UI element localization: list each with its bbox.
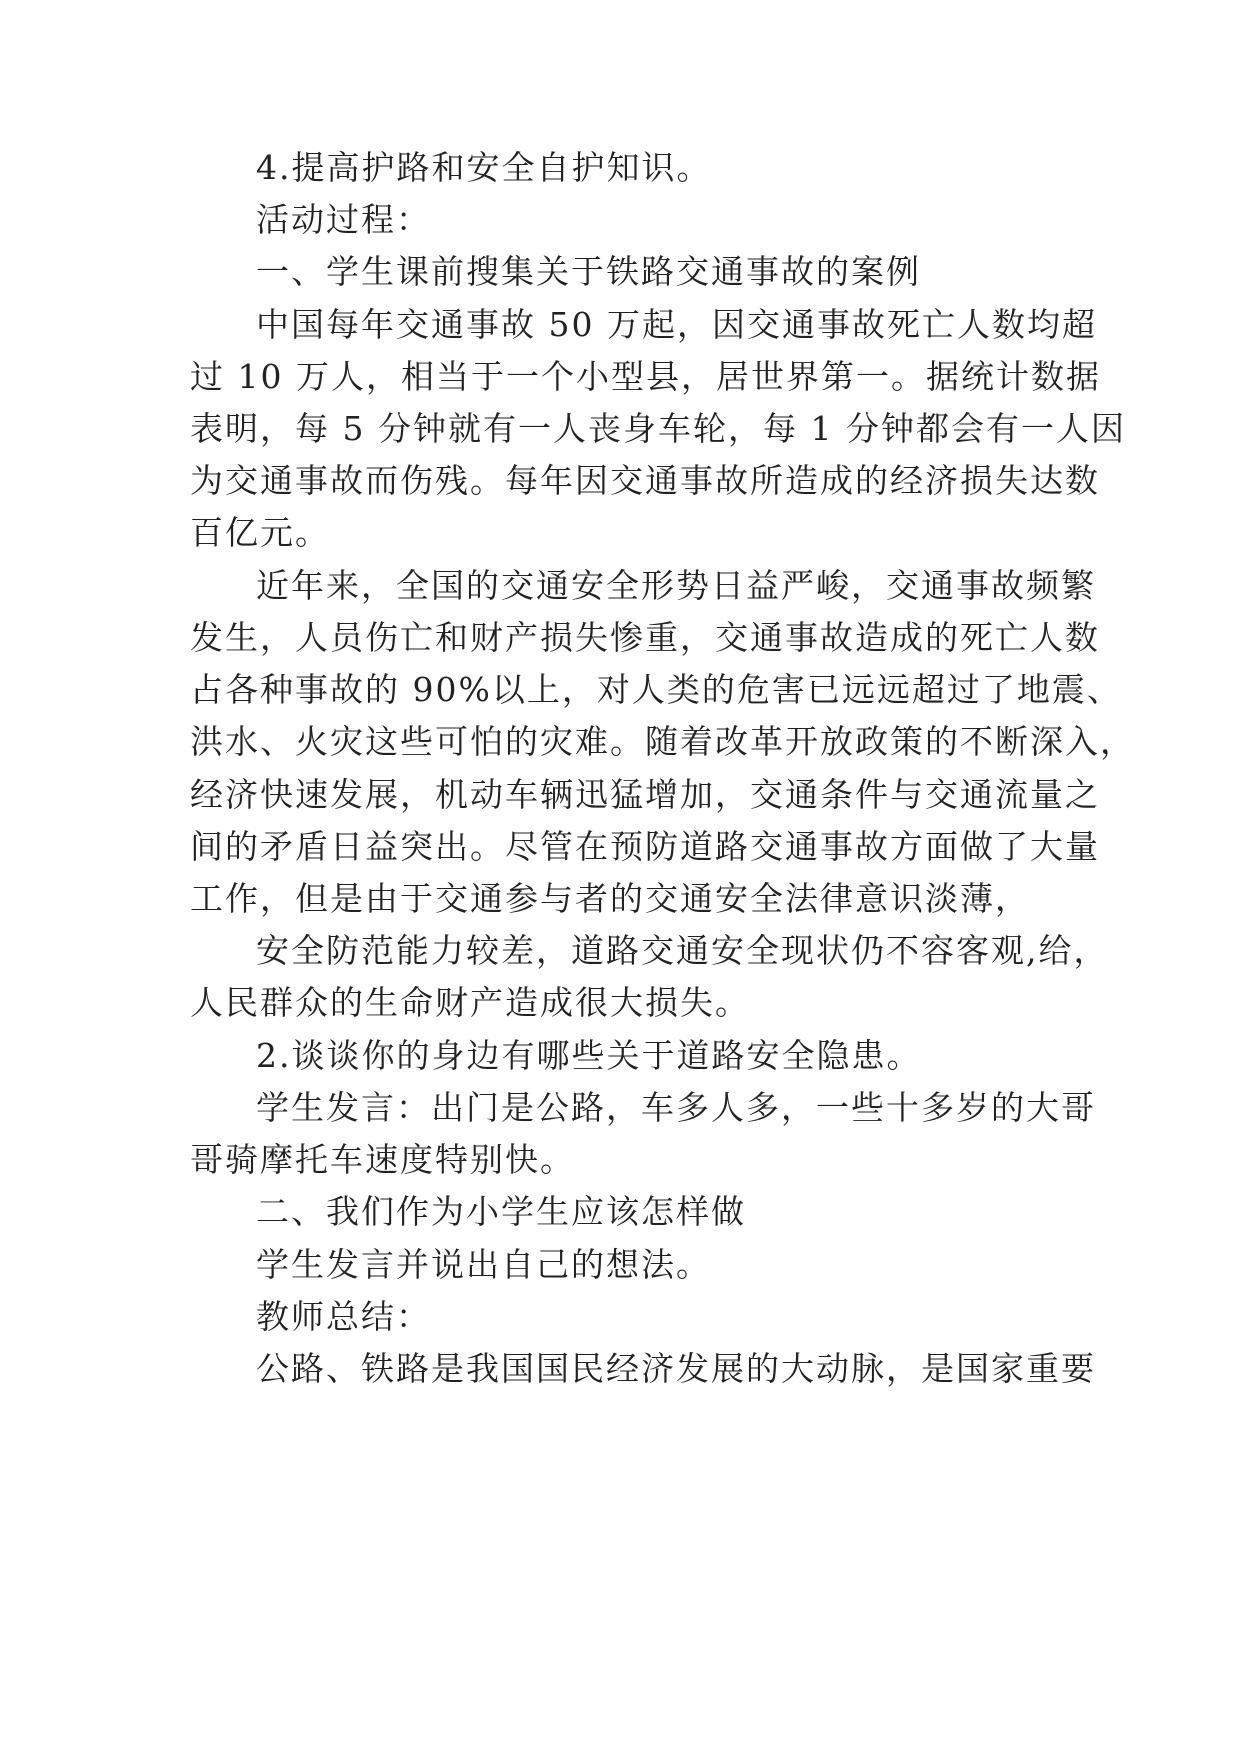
text-line: 学生发言：出门是公路，车多人多，一些十多岁的大哥 [256, 1088, 1096, 1127]
text-line: 一、学生课前搜集关于铁路交通事故的案例 [256, 252, 921, 291]
text-line: 表明，每 5 分钟就有一人丧身车轮，每 1 分钟都会有一人因 [190, 409, 1126, 448]
text-line: 百亿元。 [190, 513, 330, 552]
text-line: 洪水、火灾这些可怕的灾难。随着改革开放政策的不断深入， [190, 722, 1135, 761]
text-line: 2.谈谈你的身边有哪些关于道路安全隐患。 [256, 1036, 922, 1075]
text-line: 安全防范能力较差，道路交通安全现状仍不容客观,给， [256, 931, 1109, 970]
text-line: 经济快速发展，机动车辆迅猛增加，交通条件与交通流量之 [190, 775, 1100, 814]
text-line: 占各种事故的 90%以上，对人类的危害已远远超过了地震、 [190, 670, 1122, 709]
text-line: 过 10 万人，相当于一个小型县，居世界第一。据统计数据 [190, 357, 1101, 396]
text-line: 工作，但是由于交通参与者的交通安全法律意识淡薄， [190, 879, 1030, 918]
text-line: 活动过程： [256, 200, 431, 239]
text-line: 公路、铁路是我国国民经济发展的大动脉，是国家重要 [256, 1349, 1096, 1388]
text-line: 发生，人员伤亡和财产损失惨重，交通事故造成的死亡人数 [190, 618, 1100, 657]
text-line: 间的矛盾日益突出。尽管在预防道路交通事故方面做了大量 [190, 827, 1100, 866]
text-line: 哥骑摩托车速度特别快。 [190, 1140, 575, 1179]
text-line: 教师总结： [256, 1297, 431, 1336]
text-line: 4.提高护路和安全自护知识。 [256, 148, 712, 187]
text-line: 为交通事故而伤残。每年因交通事故所造成的经济损失达数 [190, 461, 1100, 500]
text-line: 学生发言并说出自己的想法。 [256, 1245, 711, 1284]
text-line: 近年来，全国的交通安全形势日益严峻，交通事故频繁 [256, 566, 1096, 605]
text-line: 二、我们作为小学生应该怎样做 [256, 1192, 746, 1231]
text-line: 中国每年交通事故 50 万起，因交通事故死亡人数均超 [256, 305, 1097, 344]
text-line: 人民群众的生命财产造成很大损失。 [190, 983, 750, 1022]
